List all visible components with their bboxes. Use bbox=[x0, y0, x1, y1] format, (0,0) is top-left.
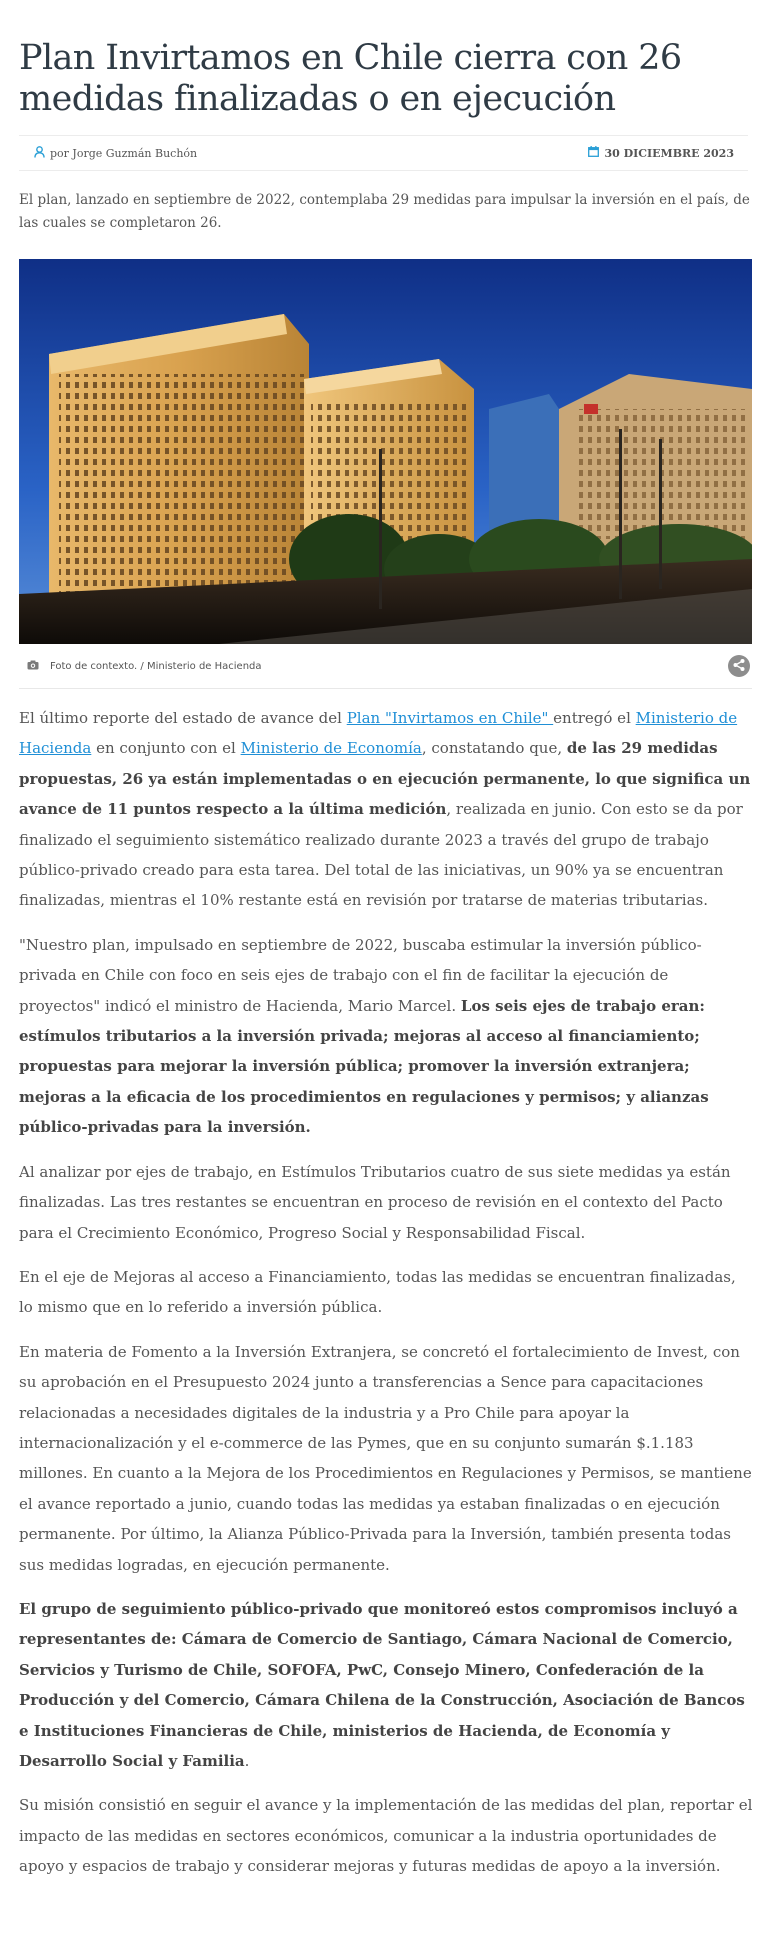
text-span: , constatando que, bbox=[421, 739, 567, 758]
date-block bbox=[588, 146, 748, 160]
user-icon bbox=[34, 146, 50, 161]
text-span: El último reporte del estado de avance del bbox=[19, 709, 347, 727]
link-plan-invirtamos[interactable]: Plan "Invirtamos en Chile" bbox=[346, 709, 554, 727]
link-ministerio-hacienda[interactable]: Ministerio de Hacienda bbox=[19, 709, 738, 758]
text-span: en conjunto con el bbox=[91, 739, 241, 758]
calendar-icon bbox=[588, 146, 604, 160]
article bbox=[19, 0, 758, 1882]
paragraph-6 bbox=[19, 1594, 754, 1776]
caption-block bbox=[19, 660, 262, 673]
text-span: "Nuestro plan, impulsado en septiembre de 2022, buscaba estimular la inversión público-privada en Chile con foco en seis ejes de trabajo con el fin de facilitar la ejecución de proyectos" indicó el ministro de Hacienda, Mario Marcel. bbox=[19, 935, 702, 1015]
share-icon bbox=[732, 658, 746, 675]
bold-span: de las 29 medidas propuestas, 26 ya están implementadas o en ejecución permanente, lo que significa un avance de 11 puntos respecto a la última medición bbox=[19, 739, 751, 819]
author-block bbox=[19, 146, 197, 161]
byline bbox=[19, 135, 748, 171]
share-button[interactable] bbox=[728, 655, 750, 677]
camera-icon bbox=[27, 660, 50, 673]
publish-date: 30 DICIEMBRE 2023 bbox=[604, 146, 734, 160]
bold-span: Los seis ejes de trabajo eran: estímulos tributarios a la inversión privada; mejoras al acceso al financiamiento; propuestas para mejorar la inversión pública; promover la inversión extranjera; mejoras a la eficacia de los procedimientos en regulaciones y permisos; y alianzas público-privadas para la inversión. bbox=[19, 996, 709, 1137]
caption-text: Foto de contexto. / Ministerio de Hacienda bbox=[50, 660, 262, 672]
paragraph-4: En el eje de Mejoras al acceso a Financiamiento, todas las medidas se encuentran finalizadas, lo mismo que en lo referido a inversión pública. bbox=[19, 1267, 736, 1317]
paragraph-1 bbox=[19, 703, 754, 916]
photo-caption bbox=[19, 644, 752, 689]
article-lead: El plan, lanzado en septiembre de 2022, contemplaba 29 medidas para impulsar la inversión en el país, de las cuales se completaron 26. bbox=[19, 192, 750, 231]
article-title: Plan Invirtamos en Chile cierra con 26 medidas finalizadas o en ejecución bbox=[19, 38, 682, 119]
paragraph-7: Su misión consistió en seguir el avance y la implementación de las medidas del plan, reportar el impacto de las medidas en sectores económicos, comunicar a la industria oportunidades de apoyo y espacios de trabajo y considerar mejoras y futuras medidas de apoyo a la inversión. bbox=[19, 1796, 753, 1876]
author-name[interactable]: por Jorge Guzmán Buchón bbox=[50, 146, 198, 160]
bold-span: El grupo de seguimiento público-privado que monitoreó estos compromisos incluyó a representantes de: Cámara de Comercio de Santiago, Cámara Nacional de Comercio, Servicios y Turismo de Chile, SOFOFA, PwC, Consejo Minero, Confederación de la Producción y del Comercio, Cámara Chilena de la Construcción, Asociación de Bancos e Instituciones Financieras de Chile, ministerios de Hacienda, de Economía y Desarrollo Social y Familia bbox=[19, 1599, 745, 1770]
paragraph-3: Al analizar por ejes de trabajo, en Estímulos Tributarios cuatro de sus siete medidas ya están finalizadas. Las tres restantes se encuentran en proceso de revisión en el contexto del Pacto para el Crecimiento Económico, Progreso Social y Responsabilidad Fiscal. bbox=[19, 1162, 731, 1242]
paragraph-2 bbox=[19, 930, 754, 1143]
text-span: , realizada en junio. Con esto se da por finalizado el seguimiento sistemático realizado durante 2023 a través del grupo de trabajo público-privado creado para esta tarea. Del total de las iniciativas, un 90% ya se encuentran finalizadas, mientras el 10% restante está en revisión por tratarse de materias tributarias. bbox=[19, 800, 743, 910]
text-span: . bbox=[244, 1752, 250, 1770]
paragraph-5: En materia de Fomento a la Inversión Extranjera, se concretó el fortalecimiento de Invest, con su aprobación en el Presupuesto 2024 junto a transferencias a Sence para capacitaciones relacionadas a necesidades digitales de la industria y a Pro Chile para apoyar la internacionalización y el e-commerce de las Pymes, que en su conjunto sumarán $.1.183 millones. En cuanto a la Mejora de los Procedimientos en Regulaciones y Permisos, se mantiene el avance reportado a junio, cuando todas las medidas ya estaban finalizadas o en ejecución permanente. Por último, la Alianza Público-Privada para la Inversión, también presenta todas sus medidas logradas, en ejecución permanente. bbox=[19, 1342, 752, 1574]
text-span: entregó el bbox=[553, 709, 636, 727]
article-photo[interactable] bbox=[19, 259, 752, 644]
article-body bbox=[19, 703, 754, 1882]
link-ministerio-economia[interactable]: Ministerio de Economía bbox=[240, 739, 422, 758]
